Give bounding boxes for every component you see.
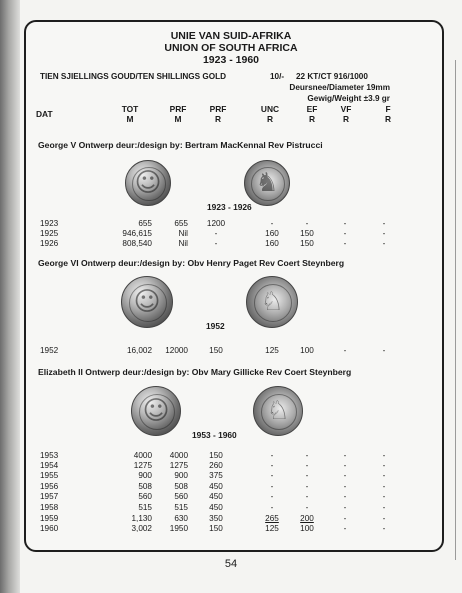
col-ef	[297, 104, 327, 124]
section-title-george-v: George V Ontwerp deur:/design by: Bertram MacKennal Rev Pistrucci	[38, 140, 323, 150]
cell-unc: 125	[265, 524, 279, 533]
cell-ef: -	[305, 482, 309, 491]
spec-diameter: Deursnee/Diameter 19mm	[289, 83, 390, 92]
cell-prf-r: 150	[209, 524, 223, 533]
cell-f: -	[382, 482, 386, 491]
cell-dat: 1955	[40, 471, 59, 480]
cell-f: -	[382, 229, 386, 238]
cell-f: -	[382, 471, 386, 480]
cell-dat: 1956	[40, 482, 59, 491]
col-sublabel: R	[266, 114, 274, 124]
col-label: TOT	[121, 104, 139, 114]
cell-unc: -	[270, 451, 274, 460]
cell-dat: 1957	[40, 492, 59, 501]
cell-dat: 1958	[40, 503, 59, 512]
cell-vf: -	[343, 492, 347, 501]
cell-unc: -	[270, 219, 274, 228]
cell-tot: 508	[138, 482, 152, 491]
cell-prf-m: 560	[174, 492, 188, 501]
col-sublabel: M	[174, 114, 182, 124]
spec-gold-fineness: 22 KT/CT 916/1000	[296, 72, 368, 81]
table-row	[0, 482, 462, 492]
title-english: UNION OF SOUTH AFRICA	[164, 42, 298, 54]
cell-tot: 560	[138, 492, 152, 501]
table-row	[0, 461, 462, 471]
col-label: PRF	[169, 104, 187, 114]
cell-prf-m: 630	[174, 514, 188, 523]
table-row	[0, 229, 462, 239]
cell-dat: 1960	[40, 524, 59, 533]
cell-vf: -	[343, 346, 347, 355]
cell-prf-r: 260	[209, 461, 223, 470]
cell-tot: 1275	[133, 461, 152, 470]
cell-unc: -	[270, 503, 274, 512]
cell-ef: 150	[300, 239, 314, 248]
cell-f: -	[382, 492, 386, 501]
table-row	[0, 514, 462, 524]
cell-vf: -	[343, 219, 347, 228]
cell-prf-m: 1275	[169, 461, 188, 470]
cell-tot: 808,540	[122, 239, 152, 248]
cell-prf-r: -	[214, 229, 218, 238]
cell-f: -	[382, 346, 386, 355]
denomination-label: TIEN SJIELLINGS GOUD/TEN SHILLINGS GOLD	[40, 72, 227, 81]
cell-prf-r: 450	[209, 482, 223, 491]
col-label: PRF	[209, 104, 227, 114]
cell-prf-m: 1950	[169, 524, 188, 533]
cell-ef: 200	[300, 514, 314, 523]
section-range-george-vi: 1952	[206, 321, 225, 331]
cell-prf-r: 350	[209, 514, 223, 523]
cell-prf-r: 150	[209, 451, 223, 460]
col-label: DAT	[36, 109, 53, 119]
cell-dat: 1923	[40, 219, 59, 228]
cell-vf: -	[343, 471, 347, 480]
cell-f: -	[382, 524, 386, 533]
cell-vf: -	[343, 239, 347, 248]
cell-prf-m: Nil	[178, 229, 188, 238]
cell-dat: 1925	[40, 229, 59, 238]
cell-tot: 3,002	[131, 524, 152, 533]
cell-unc: 160	[265, 229, 279, 238]
cell-vf: -	[343, 461, 347, 470]
cell-f: -	[382, 451, 386, 460]
col-prf-m	[160, 104, 196, 124]
cell-vf: -	[343, 503, 347, 512]
cell-ef: -	[305, 471, 309, 480]
cell-ef: 100	[300, 524, 314, 533]
cell-f: -	[382, 461, 386, 470]
cell-vf: -	[343, 451, 347, 460]
cell-tot: 946,615	[122, 229, 152, 238]
cell-prf-m: 4000	[169, 451, 188, 460]
cell-tot: 16,002	[126, 346, 152, 355]
george-v-obverse-coin-image: ☺	[125, 160, 171, 206]
table-row	[0, 239, 462, 249]
table-row	[0, 219, 462, 229]
table-row	[0, 451, 462, 461]
cell-ef: -	[305, 451, 309, 460]
cell-prf-r: 1200	[206, 219, 226, 228]
cell-f: -	[382, 239, 386, 248]
cell-ef: -	[305, 219, 309, 228]
section-title-elizabeth-ii: Elizabeth II Ontwerp deur:/design by: Obv Mary Gillicke Rev Coert Steynberg	[38, 367, 352, 377]
col-vf	[331, 104, 361, 124]
col-sublabel: M	[126, 114, 134, 124]
col-prf-r	[200, 104, 236, 124]
section-title-george-vi: George VI Ontwerp deur:/design by: Obv Henry Paget Rev Coert Steynberg	[38, 258, 345, 268]
cell-ef: -	[305, 503, 309, 512]
cell-dat: 1953	[40, 451, 59, 460]
section-range-george-v: 1923 - 1926	[207, 202, 252, 212]
cell-ef: 100	[300, 346, 314, 355]
col-label: VF	[340, 104, 352, 114]
col-label: EF	[306, 104, 318, 114]
cell-unc: -	[270, 482, 274, 491]
cell-dat: 1959	[40, 514, 59, 523]
page-number: 54	[224, 558, 238, 570]
cell-tot: 515	[138, 503, 152, 512]
cell-unc: 125	[265, 346, 279, 355]
cell-prf-m: 515	[174, 503, 188, 512]
cell-tot: 655	[138, 219, 152, 228]
cell-f: -	[382, 514, 386, 523]
elizabeth-ii-reverse-coin-image: ♘	[253, 386, 303, 436]
cell-tot: 4000	[133, 451, 152, 460]
cell-vf: -	[343, 514, 347, 523]
cell-ef: -	[305, 492, 309, 501]
cell-prf-r: 150	[209, 346, 223, 355]
col-label: UNC	[260, 104, 280, 114]
col-tot	[112, 104, 148, 124]
cell-prf-m: 900	[174, 471, 188, 480]
title-afrikaans: UNIE VAN SUID-AFRIKA	[170, 30, 292, 42]
title-years: 1923 - 1960	[202, 54, 260, 66]
cell-unc: 160	[265, 239, 279, 248]
cell-f: -	[382, 503, 386, 512]
george-vi-obverse-coin-image: ☺	[121, 276, 173, 328]
george-v-reverse-coin-image: ♞	[244, 160, 290, 206]
col-sublabel: R	[384, 114, 392, 124]
cell-unc: -	[270, 461, 274, 470]
cell-f: -	[382, 219, 386, 228]
col-sublabel: R	[214, 114, 222, 124]
table-row	[0, 471, 462, 481]
table-row	[0, 346, 462, 356]
cell-prf-m: Nil	[178, 239, 188, 248]
cell-tot: 1,130	[131, 514, 152, 523]
col-sublabel: R	[342, 114, 350, 124]
cell-vf: -	[343, 482, 347, 491]
col-dat	[36, 109, 66, 119]
table-row	[0, 503, 462, 513]
cell-ef: -	[305, 461, 309, 470]
col-unc	[252, 104, 288, 124]
col-f	[376, 104, 400, 124]
cell-ef: 150	[300, 229, 314, 238]
col-sublabel: R	[308, 114, 316, 124]
cell-dat: 1926	[40, 239, 59, 248]
table-row	[0, 492, 462, 502]
section-range-elizabeth-ii: 1953 - 1960	[192, 430, 237, 440]
cell-prf-m: 655	[174, 219, 188, 228]
cell-dat: 1952	[40, 346, 59, 355]
cell-tot: 900	[138, 471, 152, 480]
cell-prf-m: 508	[174, 482, 188, 491]
cell-prf-m: 12000	[165, 346, 188, 355]
spec-face-value: 10/-	[270, 72, 285, 81]
col-label: F	[385, 104, 391, 114]
cell-prf-r: 450	[209, 492, 223, 501]
cell-unc: 265	[265, 514, 279, 523]
cell-prf-r: 450	[209, 503, 223, 512]
cell-vf: -	[343, 524, 347, 533]
cell-prf-r: -	[214, 239, 218, 248]
george-vi-reverse-coin-image: ♘	[246, 276, 298, 328]
cell-unc: -	[270, 471, 274, 480]
elizabeth-ii-obverse-coin-image: ☺	[131, 386, 181, 436]
cell-unc: -	[270, 492, 274, 501]
spec-weight: Gewig/Weight ±3.9 gr	[307, 94, 390, 103]
cell-vf: -	[343, 229, 347, 238]
cell-prf-r: 375	[209, 471, 223, 480]
cell-dat: 1954	[40, 461, 59, 470]
table-row	[0, 524, 462, 534]
